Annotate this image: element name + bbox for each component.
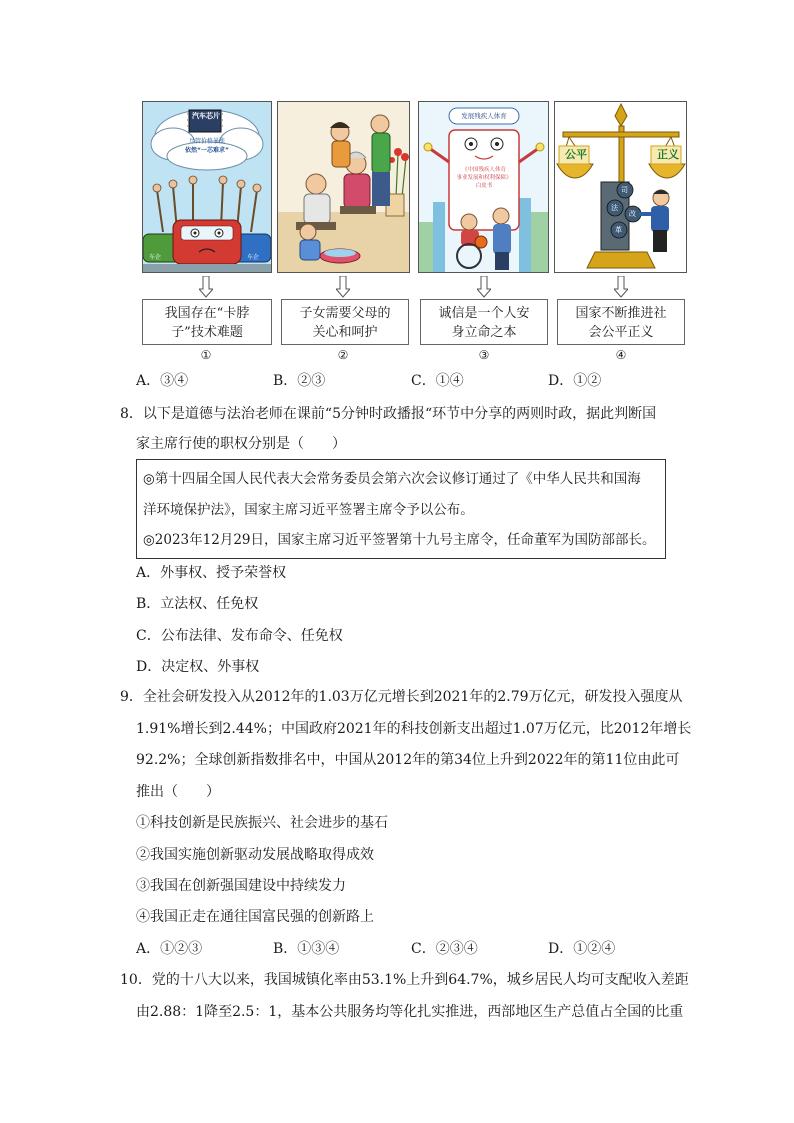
q7-option-d[interactable]: D．①② <box>548 373 602 389</box>
q8-news-line-2: 洋环境保护法》，国家主席习近平签署主席令予以公布。 <box>143 502 474 518</box>
q8-option-b[interactable]: B．立法权、任免权 <box>136 596 259 612</box>
speech-banner: 发展残疾人体育 <box>461 112 507 120</box>
caption-3-line-1: 诚信是一个人安 <box>438 306 530 321</box>
panel-number-4: ④ <box>615 348 627 362</box>
white-paper-line-1: 《中国残疾人体育 <box>461 167 506 173</box>
chip-subtitle-2: 依然“一芯难求” <box>185 147 229 154</box>
q7-option-c[interactable]: C．①④ <box>411 373 464 389</box>
chip-title: 汽车芯片 <box>192 112 220 120</box>
q8-news-line-3: ◎2023年12月29日，国家主席习近平签署第十九号主席令，任命董军为国防部部长。 <box>143 532 656 548</box>
cartoon-panel-2 <box>277 101 410 273</box>
q10-stem-line-1: 10．党的十八大以来，我国城镇化率由53.1%上升到64.7%，城乡居民人均可支配收入差距 <box>120 972 689 988</box>
q9-stem-line-2: 1.91%增长到2.44%；中国政府2021年的科技创新支出超过1.07万亿元，比2012年增长 <box>136 721 692 737</box>
arrow-down-icon <box>199 276 213 298</box>
q7-option-b[interactable]: B．②③ <box>273 373 326 389</box>
white-paper-line-2: 事业发展和权利保障》 <box>456 175 512 181</box>
arrow-down-icon <box>477 276 491 298</box>
q9-option-c[interactable]: C．②③④ <box>411 941 478 957</box>
q8-option-d[interactable]: D．决定权、外事权 <box>136 659 260 675</box>
chip-shortage-illustration <box>143 102 271 272</box>
q10-stem-line-2: 由2.88：1降至2.5：1，基本公共服务均等化扎实推进，西部地区生产总值占全国的比重 <box>136 1004 684 1020</box>
panel-number-3: ③ <box>478 348 490 362</box>
cartoon-panel-1 <box>142 101 272 273</box>
q9-stem-line-4: 推出（ ） <box>136 784 220 800</box>
q9-item-4: ④我国正走在通往国富民强的创新路上 <box>136 909 374 925</box>
panel-number-2: ② <box>337 348 349 362</box>
caption-box-2 <box>281 299 409 345</box>
arrow-down-icon <box>336 276 350 298</box>
caption-box-4 <box>557 299 685 345</box>
q8-stem-line-2: 家主席行使的职权分别是（ ） <box>136 436 346 452</box>
q9-item-1: ①科技创新是民族振兴、社会进步的基石 <box>136 815 388 831</box>
arrow-down-icon <box>614 276 628 298</box>
scale-left-label: 公平 <box>565 148 587 161</box>
q7-option-a[interactable]: A．③④ <box>136 373 189 389</box>
q9-item-3: ③我国在创新强国建设中持续发力 <box>136 878 346 894</box>
caption-1-line-2: 子”技术难题 <box>171 325 243 340</box>
family-care-illustration <box>278 102 409 272</box>
q9-option-d[interactable]: D．①②④ <box>548 941 616 957</box>
white-paper-line-3: 白皮书 <box>475 183 493 189</box>
q9-stem-line-1: 9．全社会研发投入从2012年的1.03万亿元增长到2021年的2.79万亿元，研发投入强度从 <box>120 689 683 705</box>
car-left-label: 车企 <box>149 254 162 261</box>
caption-2-line-2: 关心和呵护 <box>312 325 378 340</box>
gear-label-2: 法 <box>611 204 618 212</box>
car-right-label: 车企 <box>247 254 260 261</box>
q8-option-c[interactable]: C．公布法律、发布命令、任免权 <box>136 628 343 644</box>
q8-news-line-1: ◎第十四届全国人民代表大会常务委员会第六次会议修订通过了《中华人民共和国海 <box>143 471 641 487</box>
cartoon-panel-4 <box>554 101 687 273</box>
caption-1-line-1: 我国存在“卡脖 <box>164 306 250 321</box>
gear-label-3: 改 <box>629 210 636 218</box>
q9-option-b[interactable]: B．①③④ <box>273 941 340 957</box>
cartoon-panel-3 <box>418 101 549 273</box>
q8-stem-line-1: 8．以下是道德与法治老师在课前“5分钟时政播报“环节中分享的两则时政，据此判断国 <box>120 406 657 422</box>
gear-label-1: 司 <box>621 186 628 194</box>
caption-4-line-1: 国家不断推进社 <box>575 306 667 321</box>
chip-subtitle-1: 尽管价格暴涨 <box>188 138 225 145</box>
q9-option-a[interactable]: A．①②③ <box>136 941 203 957</box>
q9-stem-line-3: 92.2%；全球创新指数排名中，中国从2012年的第34位上升到2022年的第11位由此可 <box>136 752 680 768</box>
panel-number-1: ① <box>200 348 212 362</box>
q8-option-a[interactable]: A．外事权、授予荣誉权 <box>136 565 287 581</box>
caption-3-line-2: 身立命之本 <box>451 325 517 340</box>
caption-2-line-1: 子女需要父母的 <box>299 306 391 321</box>
scale-right-label: 正义 <box>657 148 679 161</box>
q8-news-box <box>136 459 666 559</box>
gear-label-4: 革 <box>615 226 622 234</box>
q9-item-2: ②我国实施创新驱动发展战略取得成效 <box>136 847 374 863</box>
caption-4-line-2: 会公平正义 <box>588 325 654 340</box>
caption-box-1 <box>142 299 272 345</box>
caption-box-3 <box>420 299 548 345</box>
